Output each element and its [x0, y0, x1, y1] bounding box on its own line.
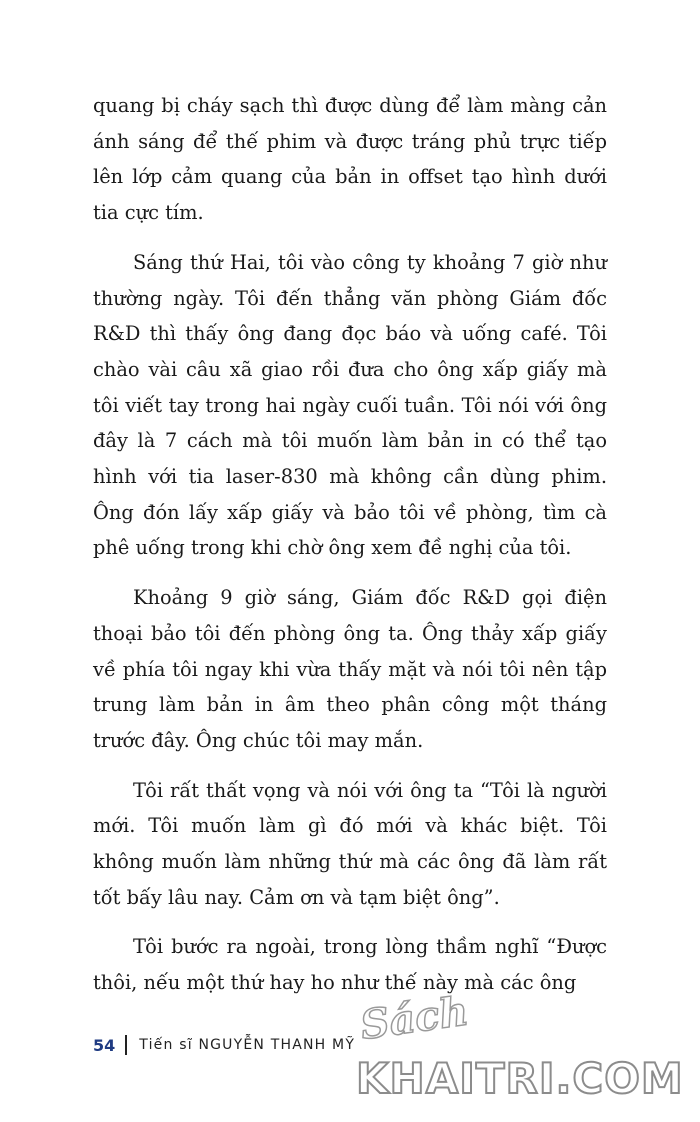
watermark-script-text: Sách — [357, 987, 472, 1049]
paragraph-2: Sáng thứ Hai, tôi vào công ty khoảng 7 giờ như thường ngày. Tôi đến thẳng văn phòng Giám đốc R&D thì thấy ông đang đọc báo và uống café. Tôi chào vài câu xã giao rồi đưa cho ông xấp giấy mà tôi viết tay trong hai ngày cuối tuần. Tôi nói với ông đây là 7 cách mà tôi muốn làm bản in có thể tạo hình với tia laser-830 mà không cần dùng phim. Ông đón lấy xấp giấy và bảo tôi về phòng, tìm cà phê uống trong khi chờ ông xem đề nghị của tôi. — [93, 250, 607, 560]
paragraph-4: Tôi rất thất vọng và nói với ông ta “Tôi là người mới. Tôi muốn làm gì đó mới và khác biệt. Tôi không muốn làm những thứ mà các ông đã làm rất tốt bấy lâu nay. Cảm ơn và tạm biệt ông”. — [93, 778, 607, 909]
paragraph-1: quang bị cháy sạch thì được dùng để làm màng cản ánh sáng để thế phim và được tráng phủ trực tiếp lên lớp cảm quang của bản in offset tạo hình dưới tia cực tím. — [93, 94, 607, 225]
watermark-site-name: KHAITRI.COM — [356, 1054, 684, 1103]
paragraph-5: Tôi bước ra ngoài, trong lòng thầm nghĩ “Được thôi, nếu một thứ hay ho như thế này mà các ông — [93, 935, 607, 995]
watermark-logo — [356, 987, 686, 1114]
footer-divider — [125, 1035, 127, 1055]
page-footer — [93, 1030, 355, 1060]
body-text — [93, 88, 607, 1015]
running-footer-author: Tiến sĩ NGUYỄN THANH MỸ — [139, 1037, 356, 1053]
page-number: 54 — [93, 1035, 116, 1055]
paragraph-3: Khoảng 9 giờ sáng, Giám đốc R&D gọi điện thoại bảo tôi đến phòng ông ta. Ông thảy xấp giấy về phía tôi ngay khi vừa thấy mặt và nói tôi nên tập trung làm bản in âm theo phân công một tháng trước đây. Ông chúc tôi may mắn. — [93, 586, 607, 752]
